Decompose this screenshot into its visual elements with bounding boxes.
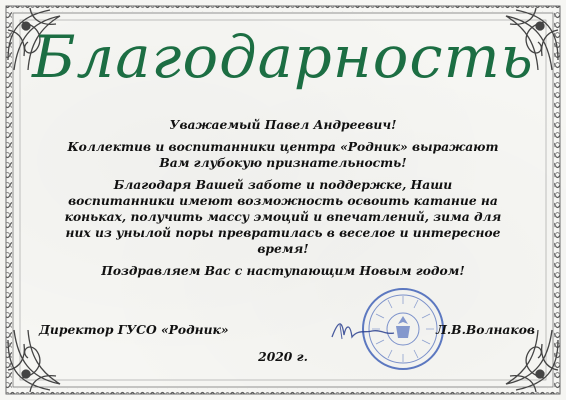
- signature-row: [39, 322, 535, 342]
- paragraph-support: Благодаря Вашей заботе и поддержке, Наши воспитанники имеют возможность освоить катание на коньках, получить массу эмоций и впечатлений, зима для них из унылой поры превратилась в веселое и интересное время!: [64, 177, 502, 256]
- paragraph-gratitude: Коллектив и воспитанники центра «Родник» выражают Вам глубокую признательность!: [67, 139, 499, 170]
- signatory-name: Л.В.Волнаков: [436, 322, 535, 337]
- certificate-title: Благодарность: [32, 23, 534, 91]
- signatory-position: Директор ГУСО «Родник»: [39, 322, 229, 337]
- certificate-body: [60, 117, 506, 285]
- document-year: 2020 г.: [258, 349, 308, 364]
- greeting-text: Уважаемый Павел Андреевич!: [169, 117, 397, 132]
- paragraph-congratulation: Поздравляем Вас с наступающим Новым годом!: [101, 263, 465, 278]
